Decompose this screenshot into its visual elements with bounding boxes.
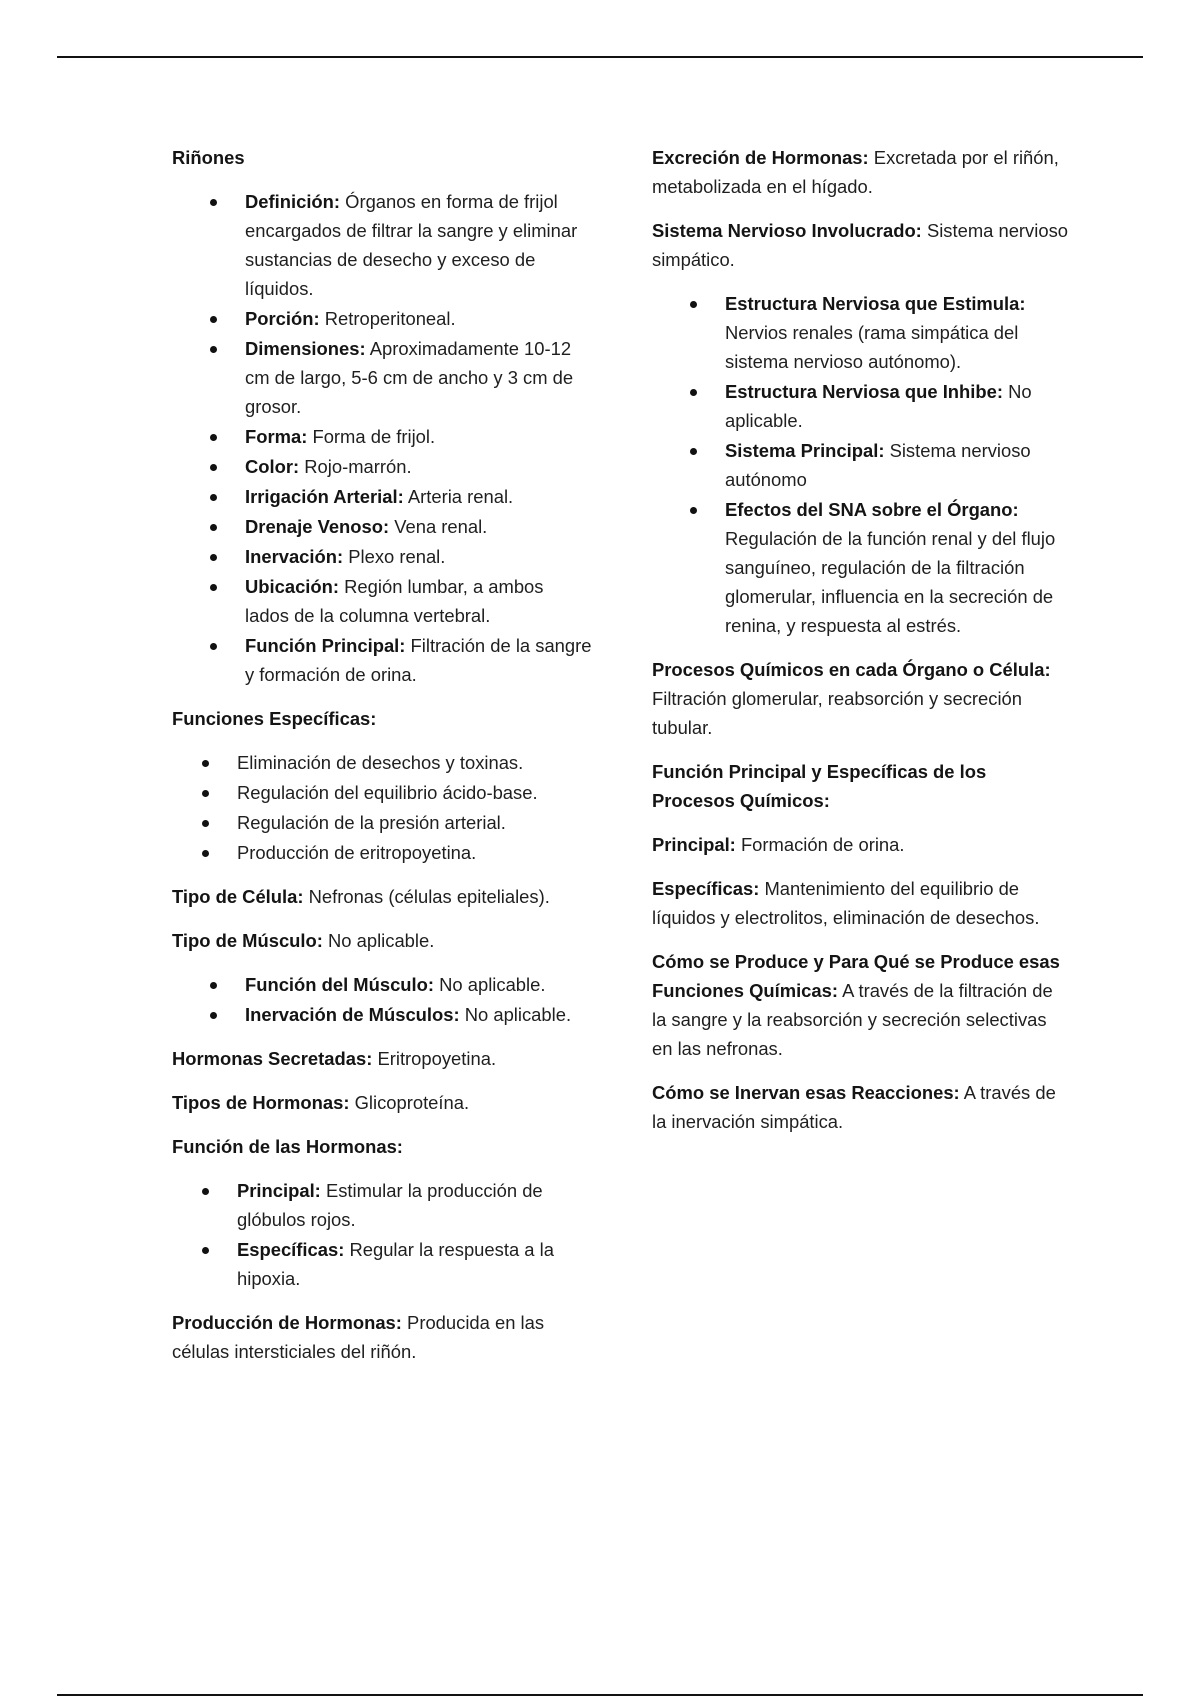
list-item: Regulación del equilibrio ácido-base. <box>237 778 592 807</box>
list-item: Regulación de la presión arterial. <box>237 808 592 837</box>
list-item: Estructura Nerviosa que Estimula: Nervios renales (rama simpática del sistema nervioso autónomo). <box>725 289 1072 376</box>
sistema-list <box>652 289 1072 640</box>
produccion-paragraph: Producción de Hormonas: Producida en las células intersticiales del riñón. <box>172 1312 545 1362</box>
list-item: Inervación de Músculos: No aplicable. <box>245 1000 592 1029</box>
excrecion-paragraph: Excreción de Hormonas: Excretada por el riñón, metabolizada en el hígado. <box>652 147 1059 197</box>
header-rule <box>57 56 1143 58</box>
list-item: Drenaje Venoso: Vena renal. <box>245 512 592 541</box>
footer-rule <box>57 1694 1143 1696</box>
list-item: Función del Músculo: No aplicable. <box>245 970 592 999</box>
list-item: Forma: Forma de frijol. <box>245 422 592 451</box>
hormonas-paragraph: Hormonas Secretadas: Eritropoyetina. <box>172 1048 497 1069</box>
list-item: Inervación: Plexo renal. <box>245 542 592 571</box>
celula-paragraph: Tipo de Célula: Nefronas (células epiteliales). <box>172 886 550 907</box>
list-item: Dimensiones: Aproximadamente 10-12 cm de largo, 5-6 cm de ancho y 3 cm de grosor. <box>245 334 592 421</box>
como-inervan-paragraph: Cómo se Inervan esas Reacciones: A través de la inervación simpática. <box>652 1082 1056 1132</box>
funciones-list <box>172 748 592 867</box>
list-item: Porción: Retroperitoneal. <box>245 304 592 333</box>
properties-list <box>172 187 592 689</box>
musculo-paragraph: Tipo de Músculo: No aplicable. <box>172 930 435 951</box>
tipos-paragraph: Tipos de Hormonas: Glicoproteína. <box>172 1092 470 1113</box>
procesos-paragraph: Procesos Químicos en cada Órgano o Célula: Filtración glomerular, reabsorción y secreción tubular. <box>652 659 1051 738</box>
list-item: Eliminación de desechos y toxinas. <box>237 748 592 777</box>
especificas-paragraph: Específicas: Mantenimiento del equilibrio de líquidos y electrolitos, eliminación de desechos. <box>652 878 1040 928</box>
list-item: Principal: Estimular la producción de glóbulos rojos. <box>237 1176 592 1234</box>
list-item: Irrigación Arterial: Arteria renal. <box>245 482 592 511</box>
list-item: Efectos del SNA sobre el Órgano: Regulación de la función renal y del flujo sanguíneo, regulación de la filtración glomerular, influencia en la secreción de renina, y respuesta al estrés. <box>725 495 1072 640</box>
list-item: Ubicación: Región lumbar, a ambos lados de la columna vertebral. <box>245 572 592 630</box>
principal-paragraph: Principal: Formación de orina. <box>652 834 905 855</box>
right-column <box>652 143 1072 1151</box>
list-item: Estructura Nerviosa que Inhibe: No aplicable. <box>725 377 1072 435</box>
como-produce-paragraph: Cómo se Produce y Para Qué se Produce esas Funciones Químicas: A través de la filtración de la sangre y la reabsorción y secreción selectivas en las nefronas. <box>652 951 1060 1059</box>
list-item: Sistema Principal: Sistema nervioso autónomo <box>725 436 1072 494</box>
list-item: Producción de eritropoyetina. <box>237 838 592 867</box>
list-item: Función Principal: Filtración de la sangre y formación de orina. <box>245 631 592 689</box>
section-title: Riñones <box>172 147 245 168</box>
funcion-procesos-heading: Función Principal y Específicas de los Procesos Químicos: <box>652 761 987 811</box>
funcion-hormonas-list <box>172 1176 592 1293</box>
list-item: Específicas: Regular la respuesta a la hipoxia. <box>237 1235 592 1293</box>
list-item: Color: Rojo-marrón. <box>245 452 592 481</box>
funcion-hormonas-heading: Función de las Hormonas: <box>172 1136 403 1157</box>
list-item: Definición: Órganos en forma de frijol encargados de filtrar la sangre y eliminar sustancias de desecho y exceso de líquidos. <box>245 187 592 303</box>
left-column <box>172 143 592 1381</box>
musculo-list <box>172 970 592 1029</box>
sistema-paragraph: Sistema Nervioso Involucrado: Sistema nervioso simpático. <box>652 220 1068 270</box>
funciones-heading: Funciones Específicas: <box>172 708 377 729</box>
